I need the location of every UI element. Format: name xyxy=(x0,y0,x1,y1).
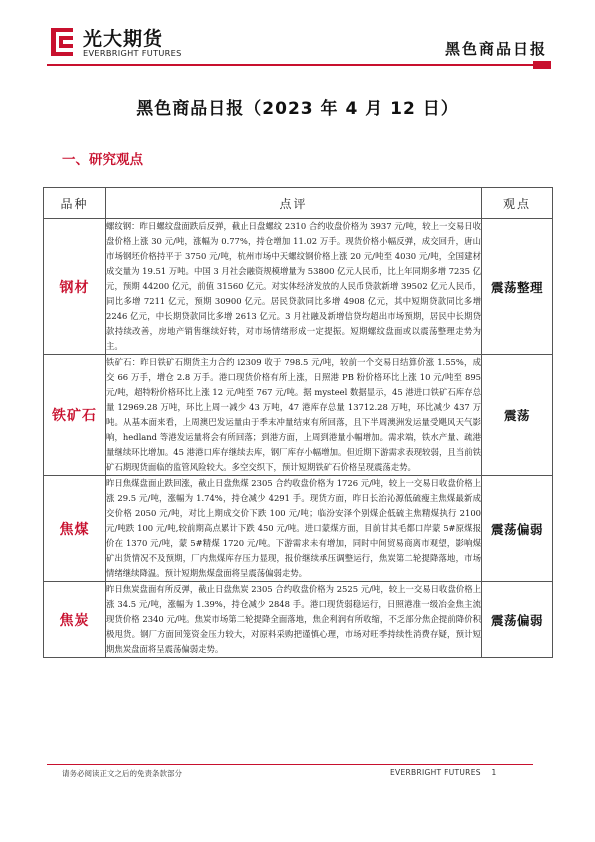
variety-cell: 焦炭 xyxy=(44,582,106,658)
variety-cell: 焦煤 xyxy=(44,476,106,582)
report-header-title: 黑色商品日报 xyxy=(444,40,547,58)
column-header-comment: 点评 xyxy=(106,188,482,219)
company-logo xyxy=(47,22,207,62)
footer-brand-page xyxy=(390,768,497,777)
comment-cell: 铁矿石：昨日铁矿石期货主力合约 i2309 收于 798.5 元/吨，较前一个交易日结算价涨 1.55%，成交 66 万手，增仓 2.8 万手。港口现货价格有所上涨，日照港 PB 粉价格环比上涨 10 元/吨至 895 元/吨，超特粉价格环比上涨 12 元/吨至 767 元/吨。据 mysteel 数据显示，45 港进口铁矿石库存总量 12969.28 万吨，环比上周一减少 43 万吨，47 港库存总量 13712.28 万吨，环比减少 437 万吨。从基本面来看，上周澳巴发运量由于季末冲量结束有所回落，且下半周澳洲发运量受飓风天气影响，hedland 等港发运量将会有所回落；到港方面，上周到港量小幅增加。需求端，铁水产量、疏港量继续环比增加。45 港港口库存继续去库，钢厂库存小幅增加。但近期下游需求表现较弱，且当前铁矿石期现货面临的监管风险较大。多空交织下，预计短期铁矿石价格呈现震荡走势。 xyxy=(106,355,482,476)
view-cell: 震荡偏弱 xyxy=(482,476,553,582)
table-row xyxy=(44,219,553,355)
comment-cell: 螺纹钢：昨日螺纹盘面跌后反弹，截止日盘螺纹 2310 合约收盘价格为 3937 元/吨，较上一交易日收盘价格上涨 30 元/吨，涨幅为 0.77%，持仓增加 11.02 万手。现货价格小幅反弹，成交回升，唐山市场钢坯价格持平于 3750 元/吨，杭州市场中天螺纹钢价格上涨 20 元/吨至 4030 元/吨，全国建材成交量为 19.51 万吨。中国 3 月社会融资规模增量为 53800 亿元人民币，比上年同期多增 7235 亿元，预期 44200 亿元，前值 31560 亿元。对实体经济发放的人民币贷款新增 39502 亿元人民币，同比多增 7211 亿元，预期 30900 亿元。居民贷款同比多增 4908 亿元，其中短期贷款同比多增 2246 亿元，中长期贷款同比多增 2613 亿元。3 月社融及新增信贷均超出市场预期，居民中长期贷款持续改善，房地产销售继续好转，对市场情绪形成一定提振。短期螺纹盘面或以震荡整理走势为主。 xyxy=(106,219,482,355)
view-cell: 震荡 xyxy=(482,355,553,476)
column-header-view: 观点 xyxy=(482,188,553,219)
comment-cell: 昨日焦炭盘面有所反弹，截止日盘焦炭 2305 合约收盘价格为 2525 元/吨，较上一交易日收盘价格上涨 34.5 元/吨，涨幅为 1.39%，持仓减少 2848 手。港口现货弱稳运行，日照港准一级冶金焦主流现货价格 2340 元/吨。焦炭市场第二轮提降全面落地，焦企利润有所收缩，不乏部分焦企提前降价积极甩货。钢厂方面回笼资金压力较大，对原料采购把谨慎心理，市场对旺季持续性消费存疑，预计短期焦炭盘面将呈震荡偏弱走势。 xyxy=(106,582,482,658)
page-header xyxy=(0,0,595,75)
table-row xyxy=(44,476,553,582)
header-divider xyxy=(47,64,533,66)
everbright-logo-icon xyxy=(47,22,79,62)
variety-cell: 钢材 xyxy=(44,219,106,355)
logo-chinese-name: 光大期货 xyxy=(83,28,164,50)
comment-cell: 昨日焦煤盘面止跌回涨，截止日盘焦煤 2305 合约收盘价格为 1726 元/吨，较上一交易日收盘价格上涨 29.5 元/吨，涨幅为 1.74%，持仓减少 4291 手。现货方面，昨日长治沁源低硫瘦主焦煤最新成交价格 2050 元/吨，对比上期成交价下跌 100 元/吨；临汾安泽个别煤企低硫主焦精煤执行 2100 元/吨跌 100 元/吨,较前期高点累计下跌 450 元/吨。进口蒙煤方面，目前甘其毛都口岸蒙 5#原煤报价在 1370 元/吨，蒙 5#精煤 1720 元/吨。下游需求未有增加，同时中间贸易商离市观望，影响煤矿出货情况不及预期，厂内焦煤库存压力显现，报价继续承压调整运行，焦炭第二轮提降落地，市场情绪继续降温。预计短期焦煤盘面将呈震荡偏弱走势。 xyxy=(106,476,482,582)
section-heading: 一、研究观点 xyxy=(62,152,143,168)
column-header-variety: 品种 xyxy=(44,188,106,219)
footer-disclaimer: 请务必阅读正文之后的免责条款部分 xyxy=(62,769,182,778)
document-title: 黑色商品日报（2023 年 4 月 12 日） xyxy=(136,99,459,119)
table-header-row xyxy=(44,188,553,219)
view-cell: 震荡偏弱 xyxy=(482,582,553,658)
footer-divider xyxy=(47,764,533,765)
table-row xyxy=(44,582,553,658)
header-divider-accent xyxy=(533,61,551,69)
page-number: 1 xyxy=(491,768,497,777)
view-cell: 震荡整理 xyxy=(482,219,553,355)
research-views-table xyxy=(43,187,553,658)
footer-brand: EVERBRIGHT FUTURES xyxy=(390,768,481,777)
variety-cell: 铁矿石 xyxy=(44,355,106,476)
table-row xyxy=(44,355,553,476)
logo-english-name: EVERBRIGHT FUTURES xyxy=(83,48,182,58)
